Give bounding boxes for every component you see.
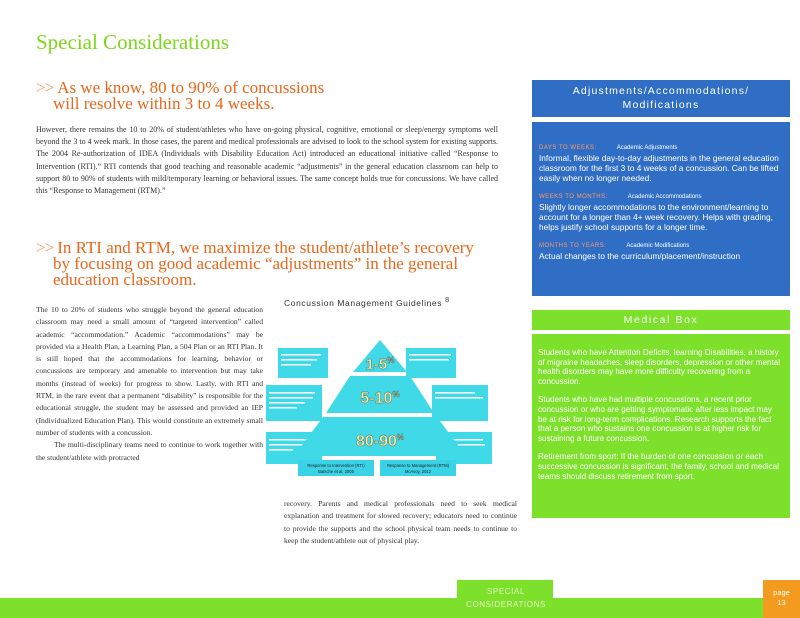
- caption-rti-source: Batsche et al, 2005: [318, 469, 354, 474]
- footer-bar: [0, 598, 800, 618]
- intro-paragraph: However, there remains the 10 to 20% of student/athletes who have on-going physical, cognitive, emotional or sleep/energy symptoms well beyond the 3 to 4 week mark. In those cases, the parent and medical professionals are advised to look to the school system for existing supports. The 2004 Re-authorization of IDEA (Individuals with Disability Education Act) introduced an educational initiative called “Response to Intervention (RTI).” RTI contends that good teaching and reasonable academic “adjustments” in the general education classroom can help to support 80 to 90% of students with mild/temporary learning or behavioral issues. The same concept holds true for concussions. We have called this “Response to Management (RTM).”: [36, 125, 498, 196]
- col-left-paragraph: The 10 to 20% of students who struggle beyond the general education classroom may need a small amount of “targeted intervention” called academic “accommodation.” Academic “accommodations” may be provided via a Health Plan, a Learning Plan, a 504 Plan or an RTI Plan. It is still hoped that the accommodations for learning, behavior or concussions are temporary and amenable to intervention but may take months (instead of weeks) for progress to show. Lastly, with RTI and RTM, in the rare event that a permanent “disability” is responsible for the educational struggle, the student may be assessed and provided an IEP (Individualized Education Plan). This would constitute an extremely small number of students with a concussion.: [36, 305, 263, 437]
- body-column-right: recovery. Parents and medical professionals need to seek medical explanation and treatment for slowed recovery; educators need to continue to provide the supports and the school physical team needs to continue to keep the student/athlete out of physical play.: [284, 499, 517, 545]
- page-number-tab: [763, 580, 800, 618]
- medical-paragraph: Retirement from sport: If the burden of one concussion or each successive concussion is significant, the family, school and medical teams should discuss retirement from sport.: [538, 452, 779, 481]
- chart-title: Concussion Management Guidelines $^8$: [284, 296, 450, 308]
- section-title: Special Considerations: [36, 30, 230, 54]
- adjustment-label: WEEKS TO MONTHS:: [539, 194, 608, 200]
- adjustment-item: [539, 141, 782, 183]
- tier-note-right-top: [406, 348, 456, 378]
- adjustment-type: Academic Modifications: [626, 243, 690, 249]
- adjustment-label: DAYS TO WEEKS:: [539, 145, 597, 151]
- medical-paragraph: Students who have had multiple concussions, a recent prior concussion or who are getting symptomatic after less impact may be at risk for long-term complications. Research supports the fact that a person who sustains one concussion is at higher risk for sustaining a future concussion.: [538, 395, 772, 443]
- tier-note-left-top: [278, 348, 328, 378]
- lead2-line2: by focusing on good academic “adjustments” in the general: [53, 254, 459, 273]
- caption-rtm-source: McAvoy, 2012: [404, 469, 432, 474]
- adjustment-text: Slightly longer accommodations to the environment/learning to account for a longer than 4+ week recovery. Helps with grading, helps justify school supports for a longer time.: [539, 202, 773, 232]
- page-label: page: [773, 588, 790, 597]
- adjustment-item: [539, 239, 782, 261]
- caption-rti: Response to Intervention (RTI): [307, 463, 365, 468]
- adjustments-heading: Adjustments/Accommodations/ Modifications: [532, 80, 790, 117]
- lead-callout-1: [36, 80, 506, 112]
- management-pyramid: [266, 340, 494, 490]
- lead2-line3: education classroom.: [53, 270, 197, 289]
- tier-note-right-mid: [432, 385, 488, 421]
- tier-top-label: 1-5%: [365, 356, 395, 373]
- col-left-paragraph-2: The multi-disciplinary teams need to continue to work together with the student/athlete with protracted: [36, 440, 263, 462]
- lead2-line1: In RTI and RTM, we maximize the student/athlete’s recovery: [57, 238, 474, 257]
- lead1-line1: As we know, 80 to 90% of concussions: [57, 78, 325, 97]
- adjustment-text: Actual changes to the curriculum/placement/instruction: [539, 251, 741, 261]
- chevron-right-icon: >>: [36, 78, 54, 97]
- medical-box-heading: Medical Box: [532, 310, 790, 330]
- adjustment-item: [539, 190, 782, 232]
- lead-callout-2: [36, 240, 516, 288]
- chevron-right-icon: >>: [36, 238, 54, 257]
- adjustments-box: [532, 122, 790, 296]
- adjustment-label: MONTHS TO YEARS:: [539, 243, 607, 249]
- adjustment-type: Academic Adjustments: [616, 145, 678, 151]
- tier-base-label: 80-90%: [355, 433, 405, 450]
- tier-mid-label: 5-10%: [360, 390, 400, 407]
- footer-section-label: SPECIAL CONSIDERATIONS: [466, 587, 546, 609]
- medical-box: [532, 334, 790, 518]
- page-number: 13: [777, 598, 786, 607]
- footnote-ref: 8: [445, 296, 450, 304]
- adjustment-type: Academic Accommodations: [627, 194, 702, 200]
- medical-paragraph: Students who have Attention Deficits, learning Disabilities, a history of migraine headaches, sleep disorders, depression or other mental health disorders may have more difficulty recovering from a concussion.: [538, 348, 781, 386]
- adjustment-text: Informal, flexible day-to-day adjustments in the general education classroom for the first 3 to 4 weeks of a concussion. Can be lifted easily when no longer needed.: [539, 153, 779, 183]
- caption-rtm: Response to Management (RTM): [386, 463, 450, 468]
- lead1-line2: will resolve within 3 to 4 weeks.: [53, 94, 275, 113]
- body-column-left: [36, 304, 263, 464]
